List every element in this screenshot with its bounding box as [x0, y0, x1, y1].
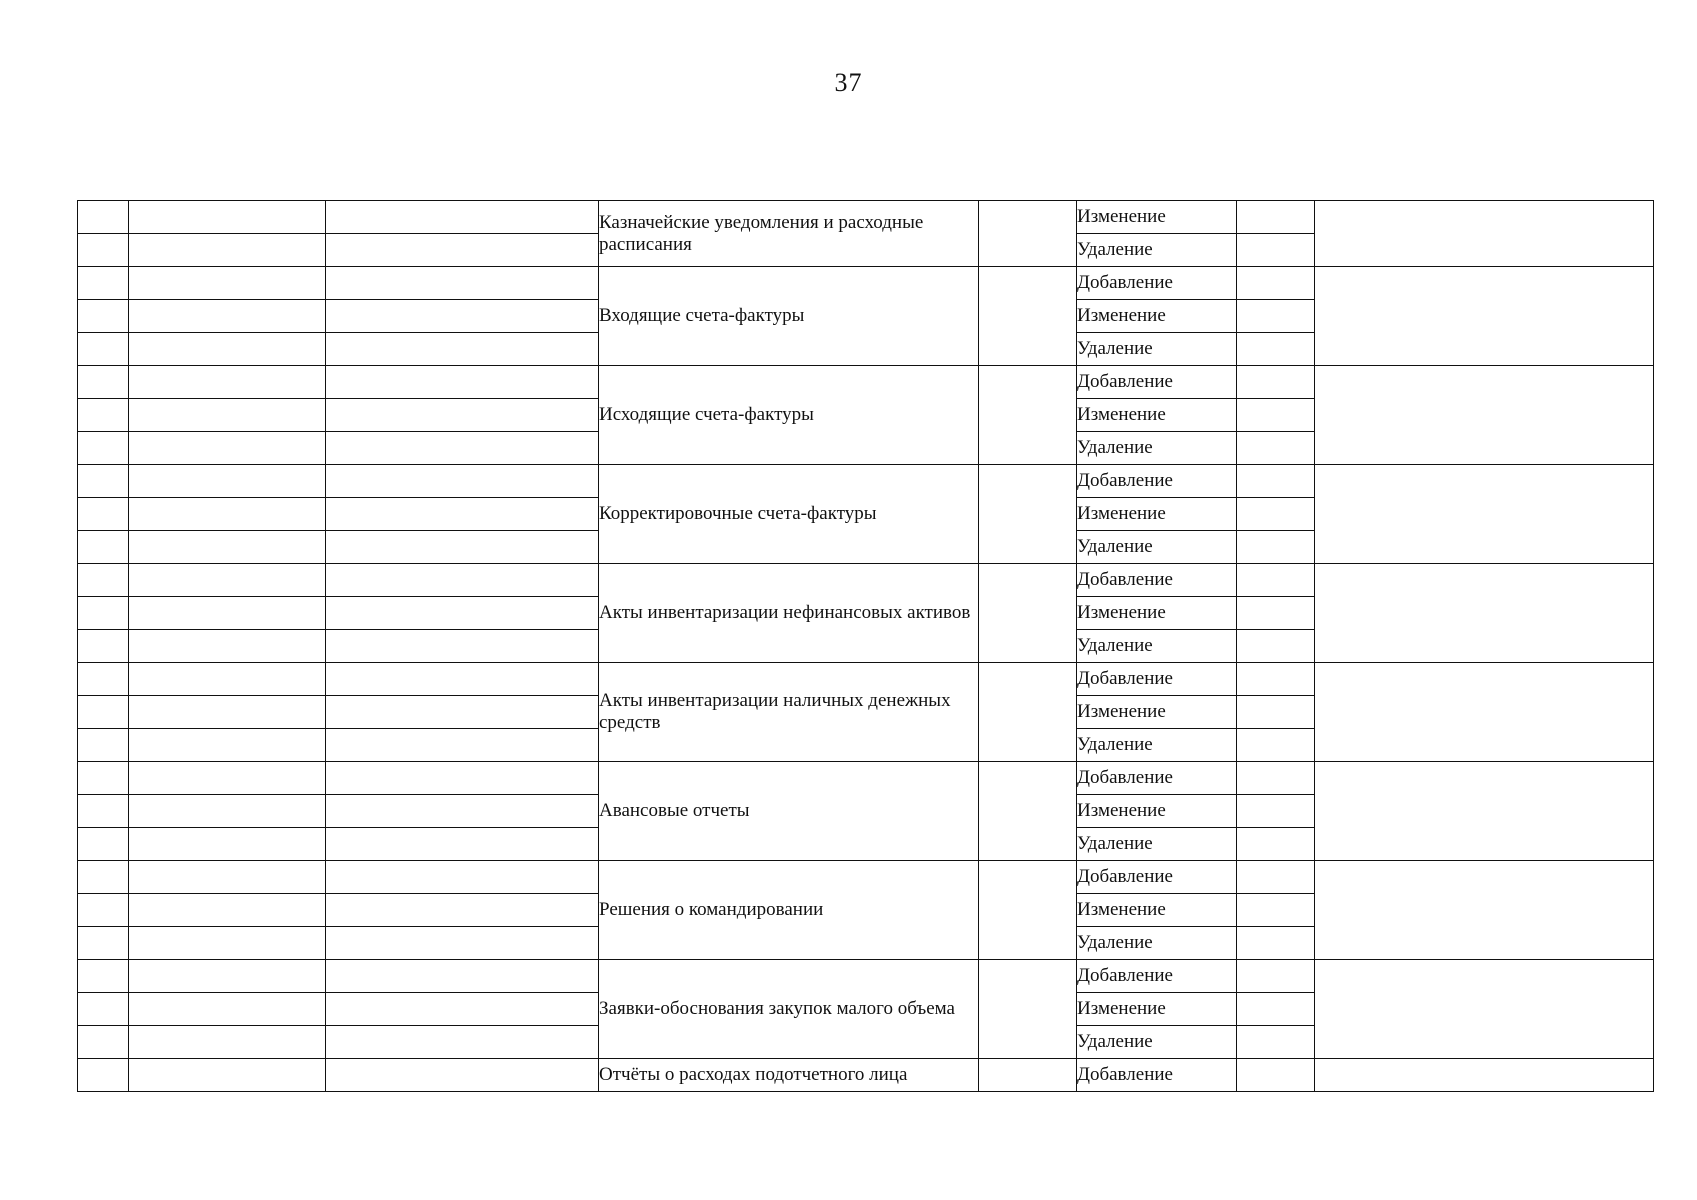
- cell-empty: [979, 366, 1077, 465]
- cell-empty: [979, 465, 1077, 564]
- table-row: [78, 960, 1654, 993]
- cell-note: [1315, 201, 1654, 267]
- cell-subsystem: [129, 531, 326, 564]
- cell-action: Добавление: [1077, 960, 1237, 993]
- cell-flag: [1237, 333, 1315, 366]
- cell-role: [326, 828, 599, 861]
- cell-role: [326, 927, 599, 960]
- cell-subsystem: [129, 762, 326, 795]
- cell-role: [326, 630, 599, 663]
- cell-role: [326, 1026, 599, 1059]
- cell-empty: [979, 1059, 1077, 1092]
- cell-subsystem: [129, 564, 326, 597]
- cell-flag: [1237, 597, 1315, 630]
- cell-flag: [1237, 894, 1315, 927]
- cell-number: [78, 465, 129, 498]
- cell-role: [326, 201, 599, 234]
- cell-number: [78, 927, 129, 960]
- cell-flag: [1237, 828, 1315, 861]
- cell-subsystem: [129, 399, 326, 432]
- cell-action: Изменение: [1077, 201, 1237, 234]
- cell-flag: [1237, 1026, 1315, 1059]
- cell-role: [326, 399, 599, 432]
- cell-note: [1315, 663, 1654, 762]
- cell-note: [1315, 366, 1654, 465]
- cell-number: [78, 432, 129, 465]
- cell-role: [326, 432, 599, 465]
- cell-flag: [1237, 399, 1315, 432]
- cell-number: [78, 1026, 129, 1059]
- cell-subsystem: [129, 267, 326, 300]
- cell-action: Удаление: [1077, 333, 1237, 366]
- cell-subsystem: [129, 861, 326, 894]
- cell-action: Добавление: [1077, 663, 1237, 696]
- cell-subsystem: [129, 234, 326, 267]
- cell-role: [326, 564, 599, 597]
- table-body: [78, 201, 1654, 1092]
- cell-action: Добавление: [1077, 861, 1237, 894]
- cell-document-type: Входящие счета-фактуры: [599, 267, 979, 366]
- cell-action: Удаление: [1077, 234, 1237, 267]
- cell-action: Изменение: [1077, 399, 1237, 432]
- cell-document-type: Отчёты о расходах подотчетного лица: [599, 1059, 979, 1092]
- cell-note: [1315, 762, 1654, 861]
- cell-subsystem: [129, 498, 326, 531]
- cell-flag: [1237, 729, 1315, 762]
- cell-role: [326, 597, 599, 630]
- cell-subsystem: [129, 597, 326, 630]
- cell-role: [326, 861, 599, 894]
- cell-number: [78, 762, 129, 795]
- cell-flag: [1237, 432, 1315, 465]
- cell-flag: [1237, 696, 1315, 729]
- cell-note: [1315, 465, 1654, 564]
- table-row: [78, 267, 1654, 300]
- table-row: [78, 201, 1654, 234]
- cell-note: [1315, 564, 1654, 663]
- cell-subsystem: [129, 366, 326, 399]
- cell-number: [78, 399, 129, 432]
- table-row: [78, 366, 1654, 399]
- cell-role: [326, 465, 599, 498]
- cell-number: [78, 531, 129, 564]
- cell-action: Изменение: [1077, 696, 1237, 729]
- cell-number: [78, 267, 129, 300]
- cell-action: Добавление: [1077, 465, 1237, 498]
- table-row: [78, 1059, 1654, 1092]
- cell-document-type: Заявки-обоснования закупок малого объема: [599, 960, 979, 1059]
- cell-subsystem: [129, 465, 326, 498]
- cell-action: Изменение: [1077, 498, 1237, 531]
- cell-empty: [979, 960, 1077, 1059]
- cell-document-type: Акты инвентаризации нефинансовых активов: [599, 564, 979, 663]
- cell-flag: [1237, 927, 1315, 960]
- cell-subsystem: [129, 201, 326, 234]
- cell-flag: [1237, 795, 1315, 828]
- cell-flag: [1237, 993, 1315, 1026]
- cell-action: Изменение: [1077, 300, 1237, 333]
- table-row: [78, 861, 1654, 894]
- cell-role: [326, 498, 599, 531]
- cell-number: [78, 663, 129, 696]
- cell-action: Добавление: [1077, 267, 1237, 300]
- cell-number: [78, 498, 129, 531]
- cell-action: Изменение: [1077, 597, 1237, 630]
- table-row: [78, 663, 1654, 696]
- cell-flag: [1237, 465, 1315, 498]
- cell-action: Добавление: [1077, 564, 1237, 597]
- cell-flag: [1237, 861, 1315, 894]
- cell-number: [78, 201, 129, 234]
- cell-empty: [979, 762, 1077, 861]
- cell-action: Добавление: [1077, 1059, 1237, 1092]
- cell-subsystem: [129, 927, 326, 960]
- cell-subsystem: [129, 432, 326, 465]
- cell-subsystem: [129, 300, 326, 333]
- cell-number: [78, 729, 129, 762]
- cell-empty: [979, 267, 1077, 366]
- cell-number: [78, 366, 129, 399]
- cell-role: [326, 993, 599, 1026]
- cell-number: [78, 828, 129, 861]
- cell-document-type: Корректировочные счета-фактуры: [599, 465, 979, 564]
- cell-flag: [1237, 663, 1315, 696]
- cell-number: [78, 597, 129, 630]
- cell-subsystem: [129, 630, 326, 663]
- cell-number: [78, 333, 129, 366]
- cell-role: [326, 333, 599, 366]
- cell-action: Добавление: [1077, 366, 1237, 399]
- cell-note: [1315, 1059, 1654, 1092]
- cell-role: [326, 1059, 599, 1092]
- cell-empty: [979, 861, 1077, 960]
- table-row: [78, 564, 1654, 597]
- cell-action: Добавление: [1077, 762, 1237, 795]
- cell-note: [1315, 267, 1654, 366]
- cell-flag: [1237, 564, 1315, 597]
- page-number: 37: [834, 68, 863, 97]
- table-row: [78, 762, 1654, 795]
- cell-number: [78, 564, 129, 597]
- cell-document-type: Казначейские уведомления и расходные расписания: [599, 201, 979, 267]
- cell-flag: [1237, 762, 1315, 795]
- cell-note: [1315, 861, 1654, 960]
- cell-empty: [979, 201, 1077, 267]
- cell-action: Удаление: [1077, 927, 1237, 960]
- cell-role: [326, 894, 599, 927]
- cell-subsystem: [129, 894, 326, 927]
- cell-role: [326, 663, 599, 696]
- cell-number: [78, 300, 129, 333]
- cell-action: Удаление: [1077, 1026, 1237, 1059]
- cell-subsystem: [129, 663, 326, 696]
- cell-role: [326, 234, 599, 267]
- cell-action: Изменение: [1077, 894, 1237, 927]
- cell-action: Удаление: [1077, 630, 1237, 663]
- cell-flag: [1237, 267, 1315, 300]
- cell-role: [326, 366, 599, 399]
- cell-subsystem: [129, 960, 326, 993]
- cell-document-type: Решения о командировании: [599, 861, 979, 960]
- cell-flag: [1237, 300, 1315, 333]
- cell-subsystem: [129, 333, 326, 366]
- cell-action: Удаление: [1077, 432, 1237, 465]
- cell-number: [78, 993, 129, 1026]
- cell-flag: [1237, 531, 1315, 564]
- cell-flag: [1237, 201, 1315, 234]
- cell-flag: [1237, 498, 1315, 531]
- cell-subsystem: [129, 993, 326, 1026]
- cell-role: [326, 729, 599, 762]
- cell-subsystem: [129, 1059, 326, 1092]
- cell-note: [1315, 960, 1654, 1059]
- cell-number: [78, 234, 129, 267]
- cell-role: [326, 960, 599, 993]
- cell-flag: [1237, 960, 1315, 993]
- cell-action: Изменение: [1077, 993, 1237, 1026]
- table-row: [78, 465, 1654, 498]
- cell-number: [78, 861, 129, 894]
- cell-number: [78, 894, 129, 927]
- cell-flag: [1237, 1059, 1315, 1092]
- cell-number: [78, 630, 129, 663]
- cell-role: [326, 531, 599, 564]
- cell-empty: [979, 663, 1077, 762]
- cell-action: Удаление: [1077, 828, 1237, 861]
- cell-subsystem: [129, 729, 326, 762]
- cell-number: [78, 960, 129, 993]
- cell-document-type: Акты инвентаризации наличных денежных средств: [599, 663, 979, 762]
- cell-document-type: Исходящие счета-фактуры: [599, 366, 979, 465]
- cell-action: Удаление: [1077, 729, 1237, 762]
- cell-role: [326, 762, 599, 795]
- cell-number: [78, 1059, 129, 1092]
- cell-flag: [1237, 234, 1315, 267]
- cell-action: Изменение: [1077, 795, 1237, 828]
- cell-document-type: Авансовые отчеты: [599, 762, 979, 861]
- cell-subsystem: [129, 795, 326, 828]
- cell-role: [326, 300, 599, 333]
- cell-flag: [1237, 366, 1315, 399]
- access-rights-table: [77, 200, 1654, 1092]
- cell-subsystem: [129, 828, 326, 861]
- cell-role: [326, 795, 599, 828]
- cell-empty: [979, 564, 1077, 663]
- cell-role: [326, 267, 599, 300]
- cell-action: Удаление: [1077, 531, 1237, 564]
- cell-number: [78, 696, 129, 729]
- cell-number: [78, 795, 129, 828]
- cell-role: [326, 696, 599, 729]
- cell-subsystem: [129, 1026, 326, 1059]
- cell-subsystem: [129, 696, 326, 729]
- cell-flag: [1237, 630, 1315, 663]
